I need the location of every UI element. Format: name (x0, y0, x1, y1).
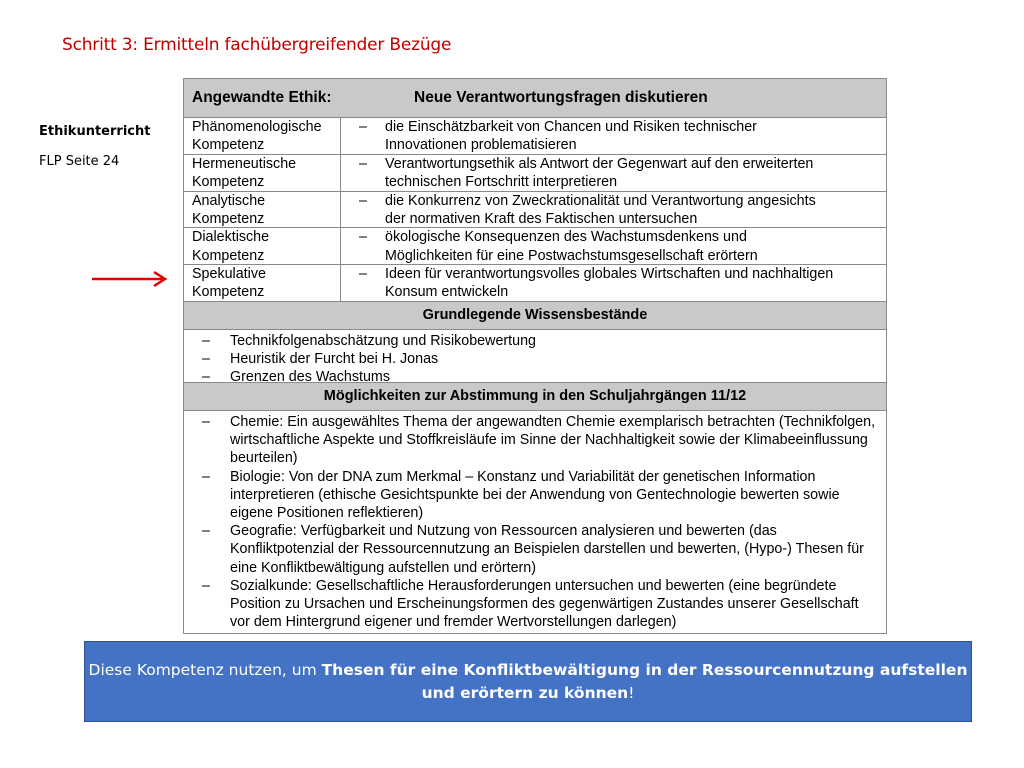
header-left: Angewandte Ethik: (192, 88, 332, 106)
description-line: Verantwortungsethik als Antwort der Gegenwart auf den erweiterten (385, 155, 814, 172)
list-item (184, 350, 886, 368)
list-item-text: Chemie: Ein ausgewähltes Thema der angewandten Chemie exemplarisch betrachten (Technikfolgen, wirtschaftliche Aspekte und Stoffkreisläufe im Sinne der Nachhaltigkeit sowie der Klimabeeinflussung beurteilen) (230, 413, 876, 467)
knowledge-heading: Grundlegende Wissensbestände (184, 302, 886, 330)
competency-name (184, 118, 341, 154)
dash-bullet: – (202, 523, 210, 540)
info-text-bold: und erörtern zu können (421, 684, 629, 702)
list-item-text: Biologie: Von der DNA zum Merkmal – Konstanz und Variabilität der genetischen Information interpretieren (ethische Gesichtspunkte bei der Anwendung von Gentechnologie bewerten sowie eigene Positionen reflektieren) (230, 468, 840, 521)
competency-description (341, 155, 886, 191)
competency-name (184, 228, 341, 264)
list-item-text: Geografie: Verfügbarkeit und Nutzung von Ressourcen analysieren und bewerten (das Konfliktpotenzial der Ressourcennutzung an Beispielen darstellen und bewerten, (Hypo-) Thesen für eine Konfliktbewältigung aufstellen und erörtern) (230, 523, 864, 576)
dash-bullet: – (202, 468, 210, 485)
competency-description (341, 118, 886, 154)
info-text: ! (628, 684, 635, 702)
subject-label: Ethikunterricht (39, 124, 151, 139)
description-line: ökologische Konsequenzen des Wachstumsdenkens und (385, 229, 747, 246)
competency-name-line: Kompetenz (192, 210, 265, 227)
dash-bullet: – (202, 369, 210, 383)
competency-name-line: Phänomenologische (192, 119, 322, 135)
list-item (184, 413, 886, 468)
knowledge-list (184, 330, 886, 383)
description-line: technischen Fortschritt interpretieren (385, 174, 618, 190)
coordination-list (184, 411, 886, 633)
competency-description (341, 192, 886, 228)
dash-bullet: – (359, 155, 367, 172)
competency-row-highlighted (184, 265, 886, 302)
description-line: Konsum entwickeln (385, 284, 509, 301)
competency-description (341, 265, 886, 301)
description-line: der normativen Kraft des Faktischen untersuchen (385, 210, 698, 227)
red-arrow-right-icon (92, 270, 168, 288)
list-item (184, 577, 886, 632)
dash-bullet: – (359, 266, 367, 283)
description-line: Möglichkeiten für eine Postwachstumsgesellschaft erörtern (385, 247, 758, 264)
competency-row (184, 118, 886, 155)
competency-name-line: Kompetenz (192, 247, 265, 264)
competency-name-line: Kompetenz (192, 284, 265, 301)
list-item (184, 332, 886, 350)
description-line: die Konkurrenz von Zweckrationalität und Verantwortung angesichts (385, 192, 816, 209)
info-callout-box (84, 641, 972, 722)
page-reference: FLP Seite 24 (39, 154, 120, 169)
competency-name-line: Hermeneutische (192, 155, 297, 172)
table-header (184, 79, 886, 118)
competency-name (184, 192, 341, 228)
curriculum-table (183, 78, 887, 634)
list-item-text: Sozialkunde: Gesellschaftliche Herausforderungen untersuchen und bewerten (eine begründete Position zu Ursachen und Erscheinungsformen des gegenwärtigen Zustandes unserer Gesellschaft vor dem Hintergrund eigener und fremder Wertvorstellungen darlegen) (230, 577, 859, 631)
list-item-text: Grenzen des Wachstums (230, 369, 390, 383)
slide-title: Schritt 3: Ermitteln fachübergreifender Bezüge (62, 35, 452, 55)
description-line: Innovationen problematisieren (385, 137, 577, 154)
competency-row (184, 155, 886, 192)
dash-bullet: – (359, 192, 367, 209)
list-item (184, 468, 886, 523)
competency-description (341, 228, 886, 264)
dash-bullet: – (202, 351, 210, 368)
description-line: Ideen für verantwortungsvolles globales Wirtschaften und nachhaltigen (385, 266, 834, 283)
info-text: Diese Kompetenz nutzen, um (88, 661, 322, 679)
dash-bullet: – (359, 229, 367, 246)
list-item (184, 522, 886, 577)
competency-name (184, 155, 341, 191)
dash-bullet: – (202, 577, 210, 594)
dash-bullet: – (202, 332, 210, 349)
list-item (184, 368, 886, 383)
list-item-text: Heuristik der Furcht bei H. Jonas (230, 351, 439, 368)
list-item-text: Technikfolgenabschätzung und Risikobewertung (230, 332, 536, 349)
info-text-bold: Thesen für eine Konfliktbewältigung in der Ressourcennutzung aufstellen (321, 661, 968, 679)
competency-name (184, 265, 341, 301)
coordination-heading: Möglichkeiten zur Abstimmung in den Schuljahrgängen 11/12 (184, 383, 886, 411)
dash-bullet: – (359, 119, 367, 135)
competency-name-line: Kompetenz (192, 137, 265, 154)
competency-name-line: Analytische (192, 192, 266, 209)
competency-row (184, 192, 886, 229)
competency-name-line: Spekulative (192, 266, 266, 283)
description-line: die Einschätzbarkeit von Chancen und Risiken technischer (385, 119, 757, 135)
competency-name-line: Kompetenz (192, 174, 265, 190)
dash-bullet: – (202, 413, 210, 430)
competency-row (184, 228, 886, 265)
competency-name-line: Dialektische (192, 229, 270, 246)
header-right: Neue Verantwortungsfragen diskutieren (414, 88, 708, 106)
